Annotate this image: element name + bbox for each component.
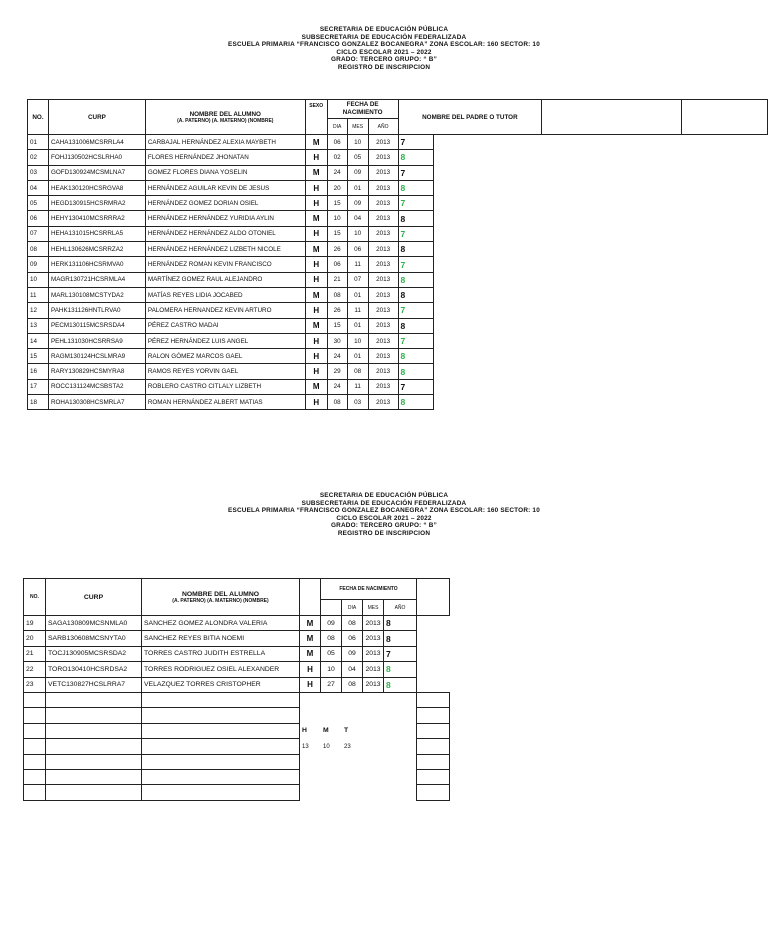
- birth-month: 01: [347, 318, 368, 333]
- student-sex: M: [305, 165, 327, 180]
- table-row: [24, 616, 450, 631]
- student-number: 15: [28, 349, 49, 364]
- student-sex: H: [305, 180, 327, 195]
- table-row: [28, 333, 768, 348]
- birth-year: 2013: [368, 349, 398, 364]
- birth-month: 10: [347, 333, 368, 348]
- birth-month: 04: [342, 662, 363, 677]
- empty-row: [24, 785, 450, 800]
- enrollment-table-2: [23, 578, 450, 801]
- blank-cell: [24, 739, 46, 754]
- birth-day: 27: [321, 677, 342, 692]
- blank-cell: [24, 785, 46, 800]
- student-name: PÉREZ HERNÁNDEZ LUIS ANGEL: [145, 333, 305, 348]
- totals-label-row: [24, 723, 450, 738]
- student-name: GOMEZ FLORES DIANA YOSELIN: [145, 165, 305, 180]
- student-number: 03: [28, 165, 49, 180]
- birth-day: 08: [327, 395, 347, 410]
- birth-year: 2013: [368, 287, 398, 302]
- student-number: 04: [28, 180, 49, 195]
- col-birthdate-header: FECHA DE NACIMIENTO: [321, 579, 417, 600]
- birth-day: 09: [321, 616, 342, 631]
- birth-year: 2013: [368, 333, 398, 348]
- student-curp: FOHJ130502HCSLRHA0: [48, 150, 145, 165]
- student-sex: H: [305, 395, 327, 410]
- table-row: [28, 379, 768, 394]
- birth-day: 06: [327, 257, 347, 272]
- student-name: ROMAN HERNÁNDEZ ALBERT MATIAS: [145, 395, 305, 410]
- birth-day: 15: [327, 196, 347, 211]
- col-name-subtitle: (A. PATERNO) (A. MATERNO) (NOMBRE): [172, 597, 269, 604]
- table-row: [28, 257, 768, 272]
- header-line: GRADO: TERCERO GRUPO: “ B”: [330, 522, 438, 530]
- birth-year: 2013: [368, 196, 398, 211]
- birth-year: 2013: [368, 226, 398, 241]
- table-row: [28, 135, 768, 150]
- birth-month: 06: [347, 242, 368, 257]
- student-grade: 8: [398, 395, 434, 410]
- table-row: [28, 395, 768, 410]
- col-name-header: [142, 579, 300, 616]
- blank-cell: [417, 739, 450, 754]
- birth-year: 2013: [363, 677, 384, 692]
- header-line: SECRETARIA DE EDUCACIÓN PÚBLICA: [319, 26, 449, 33]
- birth-year: 2013: [363, 631, 384, 646]
- birth-year: 2013: [368, 272, 398, 287]
- blank-cell: [24, 692, 46, 707]
- student-name: ROBLERO CASTRO CITLALY LIZBETH: [145, 379, 305, 394]
- student-sex: M: [300, 616, 321, 631]
- student-number: 17: [28, 379, 49, 394]
- table-row: [28, 150, 768, 165]
- table-row: [28, 196, 768, 211]
- student-number: 11: [28, 287, 49, 302]
- header-line: REGISTRO DE INSCRIPCION: [337, 63, 431, 71]
- student-number: 09: [28, 257, 49, 272]
- blank-cell: [417, 692, 450, 707]
- student-number: 05: [28, 196, 49, 211]
- student-curp: HEHY130410MCSRRRA2: [48, 211, 145, 226]
- col-name-subtitle: (A. PATERNO) (A. MATERNO) (NOMBRE): [177, 117, 274, 124]
- header-line: SUBSECRETARIA DE EDUCACIÓN FEDERALIZADA: [301, 499, 467, 507]
- col-day-header: DIA: [327, 119, 347, 135]
- student-grade: 8: [398, 287, 434, 302]
- student-number: 23: [24, 677, 46, 692]
- blank-cell: [46, 739, 142, 754]
- student-name: RAMOS REYES YORVIN GAEL: [145, 364, 305, 379]
- student-grade: 7: [398, 196, 434, 211]
- header-line: CICLO ESCOLAR 2021 – 2022: [336, 48, 432, 56]
- totals-values: [300, 739, 417, 754]
- birth-day: 02: [327, 150, 347, 165]
- blank-cell: [142, 692, 300, 707]
- blank-cell: [46, 754, 142, 769]
- blank-cell: [46, 785, 142, 800]
- table-row: [28, 287, 768, 302]
- student-curp: CAHA131006MCSRRLA4: [48, 135, 145, 150]
- table-row: [28, 349, 768, 364]
- student-number: 02: [28, 150, 49, 165]
- totals-value-h: 13: [302, 743, 309, 750]
- student-number: 20: [24, 631, 46, 646]
- student-number: 13: [28, 318, 49, 333]
- birth-day: 05: [321, 646, 342, 661]
- enrollment-rows-2: [24, 616, 450, 801]
- student-sex: M: [305, 287, 327, 302]
- student-grade: 8: [384, 677, 417, 692]
- empty-row: [24, 769, 450, 784]
- student-sex: H: [305, 226, 327, 241]
- birth-year: 2013: [368, 150, 398, 165]
- birth-month: 05: [347, 150, 368, 165]
- student-sex: H: [305, 150, 327, 165]
- document-header-2: [0, 492, 768, 538]
- student-name: HERNÁNDEZ AGUILAR KEVIN DE JESUS: [145, 180, 305, 195]
- student-grade: 7: [398, 303, 434, 318]
- blank-cell: [417, 708, 450, 723]
- blank-cell: [300, 579, 321, 616]
- student-name: FLORES HERNÁNDEZ JHONATAN: [145, 150, 305, 165]
- student-grade: 8: [398, 272, 434, 287]
- blank-cell: [300, 692, 417, 707]
- birth-month: 08: [342, 677, 363, 692]
- student-grade: 7: [398, 135, 434, 150]
- student-curp: TORO130410HCSRDSA2: [46, 662, 142, 677]
- student-curp: MAGR130721HCSRMLA4: [48, 272, 145, 287]
- student-name: HERNÁNDEZ HERNÁNDEZ ALDO OTONIEL: [145, 226, 305, 241]
- col-month-header: MES: [363, 600, 384, 616]
- table-row: [28, 303, 768, 318]
- header-line: GRADO: TERCERO GRUPO: “ B”: [330, 56, 438, 64]
- blank-cell: [300, 785, 417, 800]
- table-row: [28, 318, 768, 333]
- col-curp-header: CURP: [48, 100, 145, 135]
- birth-day: 20: [327, 180, 347, 195]
- student-grade: 7: [398, 226, 434, 241]
- birth-month: 01: [347, 349, 368, 364]
- totals-label-h: H: [302, 727, 307, 735]
- student-sex: M: [300, 646, 321, 661]
- birth-month: 04: [347, 211, 368, 226]
- birth-day: 10: [327, 211, 347, 226]
- student-curp: HEHA131015HCSRRLA5: [48, 226, 145, 241]
- student-sex: H: [305, 196, 327, 211]
- birth-day: 26: [327, 303, 347, 318]
- student-number: 06: [28, 211, 49, 226]
- student-number: 21: [24, 646, 46, 661]
- student-name: HERNÁNDEZ GOMEZ DORIAN OSIEL: [145, 196, 305, 211]
- header-line: CICLO ESCOLAR 2021 – 2022: [336, 514, 432, 522]
- table-row: [28, 272, 768, 287]
- blank-cell: [682, 100, 768, 135]
- birth-month: 01: [347, 287, 368, 302]
- totals-value-t: 23: [344, 743, 351, 750]
- col-name-header: [145, 100, 305, 135]
- table-row: [24, 662, 450, 677]
- student-curp: ROHA130308HCSMRLA7: [48, 395, 145, 410]
- table-row: [28, 226, 768, 241]
- student-grade: 8: [398, 349, 434, 364]
- student-number: 14: [28, 333, 49, 348]
- blank-cell: [417, 723, 450, 738]
- birth-year: 2013: [368, 257, 398, 272]
- col-birthdate-header: FECHA DE NACIMIENTO: [327, 100, 398, 119]
- student-number: 16: [28, 364, 49, 379]
- student-sex: H: [305, 303, 327, 318]
- student-sex: M: [305, 211, 327, 226]
- student-curp: MARL130108MCSTYDA2: [48, 287, 145, 302]
- birth-month: 11: [347, 379, 368, 394]
- student-name: MATÍAS REYES LIDIA JOCABED: [145, 287, 305, 302]
- blank-cell: [417, 754, 450, 769]
- birth-month: 08: [347, 364, 368, 379]
- student-curp: GOFD130924MCSMLNA7: [48, 165, 145, 180]
- student-grade: 8: [398, 180, 434, 195]
- birth-year: 2013: [368, 180, 398, 195]
- student-grade: 8: [398, 242, 434, 257]
- birth-day: 26: [327, 242, 347, 257]
- totals-label-t: T: [344, 727, 349, 735]
- col-month-header: MES: [347, 119, 368, 135]
- student-curp: HEHL130626MCSRRZA2: [48, 242, 145, 257]
- col-sex-header: SEXO: [305, 100, 327, 135]
- blank-cell: [417, 785, 450, 800]
- blank-cell: [142, 723, 300, 738]
- student-sex: H: [300, 662, 321, 677]
- student-name: PALOMERA HERNANDEZ KEVIN ARTURO: [145, 303, 305, 318]
- birth-month: 10: [347, 226, 368, 241]
- col-name-title: NOMBRE DEL ALUMNO: [181, 590, 260, 598]
- student-number: 12: [28, 303, 49, 318]
- birth-year: 2013: [368, 135, 398, 150]
- student-name: SANCHEZ GOMEZ ALONDRA VALERIA: [142, 616, 300, 631]
- blank-cell: [142, 754, 300, 769]
- student-name: VELAZQUEZ TORRES CRISTOPHER: [142, 677, 300, 692]
- birth-year: 2013: [368, 379, 398, 394]
- blank-cell: [142, 708, 300, 723]
- blank-cell: [142, 785, 300, 800]
- birth-day: 06: [327, 135, 347, 150]
- col-curp-header: CURP: [46, 579, 142, 616]
- student-sex: H: [300, 677, 321, 692]
- student-name: HERNÁNDEZ HERNÁNDEZ LIZBETH NICOLE: [145, 242, 305, 257]
- student-grade: 8: [384, 631, 417, 646]
- student-name: CARBAJAL HERNÁNDEZ ALEXIA MAYBETH: [145, 135, 305, 150]
- student-name: HERNÁNDEZ HERNÁNDEZ YURIDIA AYLIN: [145, 211, 305, 226]
- blank-cell: [46, 769, 142, 784]
- birth-day: 08: [321, 631, 342, 646]
- student-curp: PECM130115MCSRSDA4: [48, 318, 145, 333]
- blank-cell: [24, 723, 46, 738]
- birth-day: 24: [327, 349, 347, 364]
- student-sex: M: [305, 318, 327, 333]
- birth-year: 2013: [363, 646, 384, 661]
- header-line: SECRETARIA DE EDUCACIÓN PÚBLICA: [319, 492, 449, 499]
- totals-labels: [300, 723, 417, 738]
- student-sex: M: [305, 135, 327, 150]
- birth-month: 07: [347, 272, 368, 287]
- birth-day: 15: [327, 226, 347, 241]
- student-curp: TOCJ130905MCSRSDA2: [46, 646, 142, 661]
- student-number: 08: [28, 242, 49, 257]
- birth-day: 30: [327, 333, 347, 348]
- birth-year: 2013: [368, 165, 398, 180]
- student-number: 01: [28, 135, 49, 150]
- table-row: [28, 242, 768, 257]
- student-grade: 8: [398, 318, 434, 333]
- birth-month: 11: [347, 257, 368, 272]
- student-curp: SAGA130809MCSNMLA0: [46, 616, 142, 631]
- birth-day: 10: [321, 662, 342, 677]
- table-row: [28, 180, 768, 195]
- student-grade: 8: [398, 364, 434, 379]
- birth-year: 2013: [368, 303, 398, 318]
- student-curp: RAGM130124HCSLMRA9: [48, 349, 145, 364]
- student-curp: HEGD130915HCSRMRA2: [48, 196, 145, 211]
- student-sex: H: [305, 272, 327, 287]
- blank-cell: [142, 769, 300, 784]
- student-grade: 8: [384, 662, 417, 677]
- student-grade: 7: [384, 646, 417, 661]
- table-row: [24, 631, 450, 646]
- birth-day: 29: [327, 364, 347, 379]
- birth-year: 2013: [368, 242, 398, 257]
- student-sex: M: [305, 242, 327, 257]
- birth-month: 08: [342, 616, 363, 631]
- birth-month: 10: [347, 135, 368, 150]
- birth-year: 2013: [368, 318, 398, 333]
- header-line: SUBSECRETARIA DE EDUCACIÓN FEDERALIZADA: [301, 33, 467, 41]
- student-sex: H: [305, 333, 327, 348]
- enrollment-table-1: [27, 99, 768, 410]
- birth-day: 15: [327, 318, 347, 333]
- student-name: HERNÁNDEZ ROMAN KEVIN FRANCISCO: [145, 257, 305, 272]
- blank-cell: [24, 754, 46, 769]
- birth-day: 24: [327, 379, 347, 394]
- student-grade: 7: [398, 333, 434, 348]
- student-sex: H: [305, 257, 327, 272]
- blank-cell: [300, 769, 417, 784]
- header-line: REGISTRO DE INSCRIPCION: [337, 529, 431, 537]
- col-day-header: DIA: [342, 600, 363, 616]
- blank-cell: [300, 708, 417, 723]
- blank-cell: [46, 723, 142, 738]
- table-row: [24, 677, 450, 692]
- student-number: 10: [28, 272, 49, 287]
- birth-day: 24: [327, 165, 347, 180]
- blank-cell: [24, 769, 46, 784]
- table-row: [28, 364, 768, 379]
- header-line: ESCUELA PRIMARIA “FRANCISCO GONZALEZ BOCANEGRA” ZONA ESCOLAR: 160 SECTOR: 10: [228, 41, 540, 49]
- student-grade: 7: [398, 165, 434, 180]
- totals-label-m: M: [323, 727, 329, 735]
- col-year-header: AÑO: [368, 119, 398, 135]
- student-name: RALON GÓMEZ MARCOS GAEL: [145, 349, 305, 364]
- enrollment-rows-1: [28, 135, 768, 410]
- student-curp: ROCC131124MCSBSTA2: [48, 379, 145, 394]
- student-name: SANCHEZ REYES BITIA NOEMI: [142, 631, 300, 646]
- student-sex: H: [305, 349, 327, 364]
- student-grade: 8: [384, 616, 417, 631]
- student-curp: VETC130827HCSLRRA7: [46, 677, 142, 692]
- blank-cell: [321, 600, 342, 616]
- student-grade: 7: [398, 257, 434, 272]
- totals-value-m: 10: [323, 743, 330, 750]
- student-number: 07: [28, 226, 49, 241]
- birth-year: 2013: [368, 211, 398, 226]
- table-row: [24, 646, 450, 661]
- blank-cell: [542, 100, 682, 135]
- birth-month: 09: [342, 646, 363, 661]
- blank-cell: [46, 692, 142, 707]
- table-row: [28, 211, 768, 226]
- blank-cell: [142, 739, 300, 754]
- totals-value-row: [24, 739, 450, 754]
- student-curp: PEHL131030HCSRRSA9: [48, 333, 145, 348]
- birth-year: 2013: [368, 364, 398, 379]
- table-row: [28, 165, 768, 180]
- birth-year: 2013: [363, 616, 384, 631]
- empty-row: [24, 754, 450, 769]
- col-year-header: AÑO: [384, 600, 417, 616]
- blank-cell: [417, 769, 450, 784]
- student-curp: HERK131106HCSRMVA0: [48, 257, 145, 272]
- student-name: PÉREZ CASTRO MADAI: [145, 318, 305, 333]
- birth-month: 09: [347, 196, 368, 211]
- blank-cell: [300, 754, 417, 769]
- student-grade: 8: [398, 211, 434, 226]
- student-curp: PAHK131126HNTLRVA0: [48, 303, 145, 318]
- empty-row: [24, 708, 450, 723]
- student-number: 22: [24, 662, 46, 677]
- blank-cell: [417, 579, 450, 616]
- student-sex: M: [305, 379, 327, 394]
- student-name: TORRES CASTRO JUDITH ESTRELLA: [142, 646, 300, 661]
- student-name: TORRES RODRIGUEZ OSIEL ALEXANDER: [142, 662, 300, 677]
- birth-day: 08: [327, 287, 347, 302]
- col-parent-header: NOMBRE DEL PADRE O TUTOR: [398, 100, 542, 135]
- student-name: MARTÍNEZ GOMEZ RAUL ALEJANDRO: [145, 272, 305, 287]
- blank-cell: [46, 708, 142, 723]
- student-sex: M: [300, 631, 321, 646]
- header-line: ESCUELA PRIMARIA “FRANCISCO GONZALEZ BOCANEGRA” ZONA ESCOLAR: 160 SECTOR: 10: [228, 507, 540, 515]
- student-grade: 7: [398, 379, 434, 394]
- col-no-header: NO.: [28, 100, 49, 135]
- student-number: 19: [24, 616, 46, 631]
- birth-month: 01: [347, 180, 368, 195]
- birth-month: 06: [342, 631, 363, 646]
- empty-row: [24, 692, 450, 707]
- student-sex: H: [305, 364, 327, 379]
- student-curp: RARY130829HCSMYRA8: [48, 364, 145, 379]
- birth-year: 2013: [368, 395, 398, 410]
- col-no-header: NO.: [24, 579, 46, 616]
- birth-month: 03: [347, 395, 368, 410]
- student-curp: HEAK130120HCSRGVA8: [48, 180, 145, 195]
- birth-month: 09: [347, 165, 368, 180]
- birth-month: 11: [347, 303, 368, 318]
- student-number: 18: [28, 395, 49, 410]
- student-curp: SARB130608MCSNYTA0: [46, 631, 142, 646]
- student-grade: 8: [398, 150, 434, 165]
- birth-year: 2013: [363, 662, 384, 677]
- document-header-1: [0, 26, 768, 72]
- birth-day: 21: [327, 272, 347, 287]
- col-name-title: NOMBRE DEL ALUMNO: [189, 110, 261, 118]
- blank-cell: [24, 708, 46, 723]
